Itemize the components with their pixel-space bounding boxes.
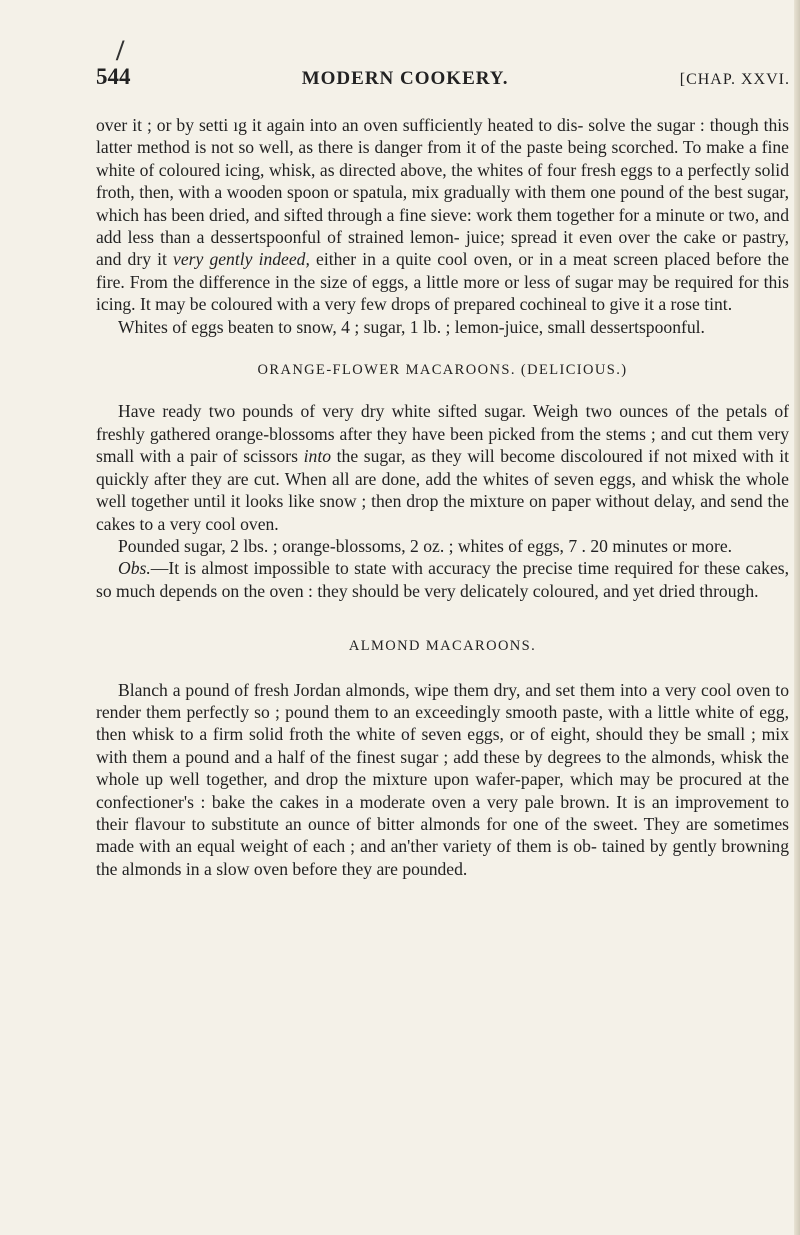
orange-flower-observation (96, 557, 789, 602)
running-title: MODERN COOKERY. (301, 68, 509, 89)
obs-text: —It is almost impossible to state with accuracy the precise time required for these cakes, so much depends on the oven : they should be very delicately coloured, and yet dried through. (96, 558, 789, 601)
page-number: 544 (96, 64, 131, 89)
obs-label: Obs. (118, 558, 151, 579)
margin-mark: / (116, 34, 125, 67)
orange-emphasis: into (303, 446, 332, 467)
icing-paragraph (96, 114, 789, 316)
page-edge-shadow (794, 0, 800, 1235)
icing-emphasis: very gently indeed, (173, 249, 310, 270)
orange-flower-paragraph (96, 400, 789, 534)
page-header (96, 64, 790, 90)
orange-flower-ingredients: Pounded sugar, 2 lbs. ; orange-blossoms, 2 oz. ; whites of eggs, 7 . 20 minutes or more. (118, 535, 733, 556)
chapter-reference: [CHAP. XXVI. (679, 71, 790, 88)
icing-ingredients: Whites of eggs beaten to snow, 4 ; sugar, 1 lb. ; lemon-juice, small dessertspoonful. (118, 316, 705, 337)
almond-heading: ALMOND MACAROONS. (348, 638, 537, 655)
icing-text-continued: either in a quite cool oven, or in a meat screen placed before the fire. From the difference in the size of eggs, a little more or less of sugar may be required for this icing. It may be coloured with a very few drops of prepared cochineal to give it a rose tint. (96, 249, 789, 315)
almond-paragraph: Blanch a pound of fresh Jordan almonds, wipe them dry, and set them into a very cool oven to render them perfectly so ; pound them to an exceedingly smooth paste, with a little white of egg, then whisk to a firm solid froth the white of seven eggs, or of eight, should they be small ; mix with them a pound and a half of the finest sugar ; add these by degrees to the almonds, whisk the whole up well together, and drop the mixture upon wafer-paper, which may be procured at the confectioner's : bake the cakes in a moderate oven a very pale brown. It is an improvement to their flavour to substitute an ounce of bitter almonds for one of the sweet. They are sometimes made with an equal weight of each ; and an'ther variety of them is ob- tained by gently browning the almonds in a slow oven before they are pounded. (96, 679, 789, 879)
orange-flower-heading: ORANGE-FLOWER MACAROONS. (DELICIOUS.) (257, 362, 628, 379)
page-body (96, 114, 789, 880)
orange-text-b: the sugar, as they will become discoloured if not mixed with it quickly after they are cut. When all are done, add the whites of seven eggs, and whisk the whole well together until it looks like snow ; then drop the mixture on paper without delay, and send the cakes to a very cool oven. (96, 446, 790, 534)
icing-text: over it ; or by setti ıg it again into an oven sufficiently heated to dis- solve the sugar : though this latter method is not so well, as there is danger from it of the paste being scorched. To make a fine white of coloured icing, whisk, as directed above, the whites of four fresh eggs to a perfectly solid froth, then, with a wooden spoon or spatula, mix gradually with them one pound of the best sugar, which has been dried, and sifted through a fine sieve: work them together for a minute or two, and add less than a dessertspoonful of strained lemon- juice; spread it even over the cake or pastry, and dry it (96, 115, 789, 270)
orange-text-a: Have ready two pounds of very dry white sifted sugar. Weigh two ounces of the petals of freshly gathered orange-blossoms after they have been picked from the stems ; and cut them very small with a pair of scissors (96, 401, 789, 467)
